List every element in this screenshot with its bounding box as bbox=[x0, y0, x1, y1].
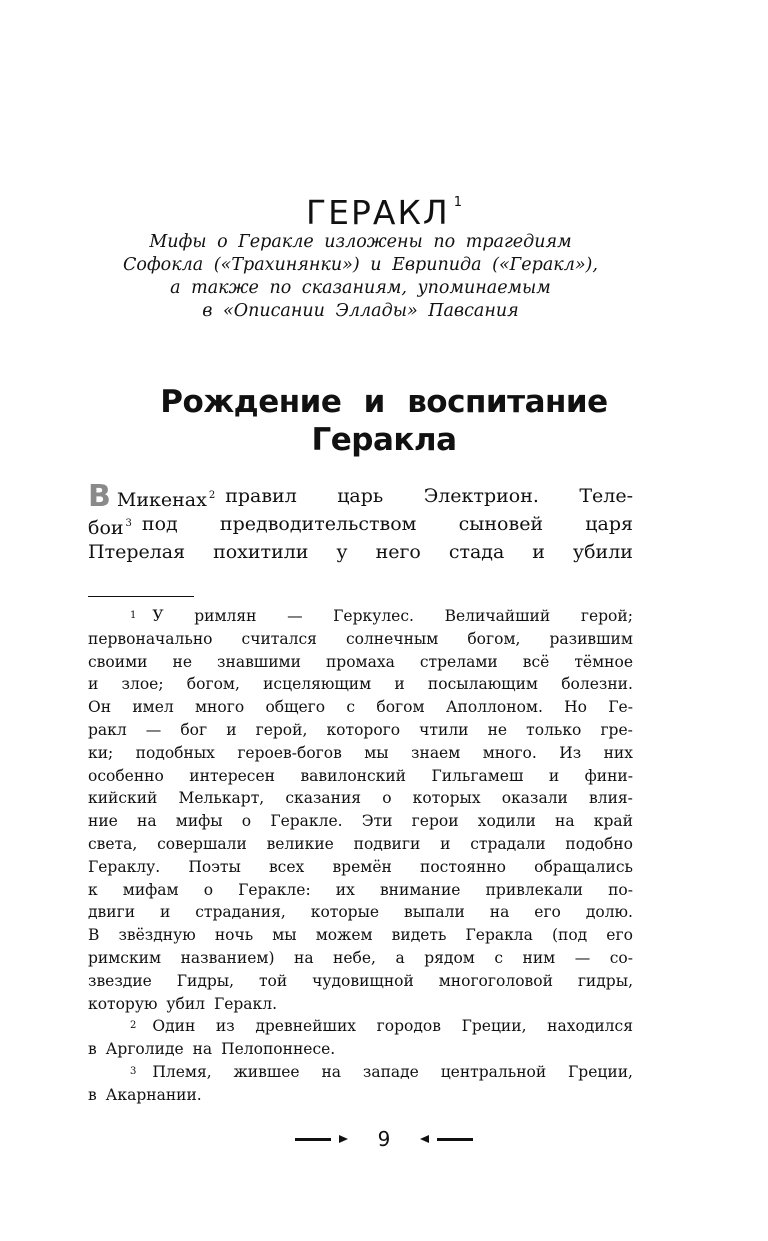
footnote-ref: 3 bbox=[125, 518, 132, 529]
footnote-2 bbox=[88, 1015, 633, 1061]
arrow-right-icon bbox=[339, 1135, 348, 1143]
intro-line: Софокла («Трахинянки») и Еврипида («Геракл»), bbox=[123, 255, 598, 275]
body-line-3 bbox=[88, 538, 633, 566]
section-title-line: Геракла bbox=[311, 422, 457, 458]
footnote-text: и злое; богом, исцеляющим и посылающим болезни. bbox=[88, 675, 633, 694]
body-text bbox=[88, 479, 633, 566]
section-title-line: Рождение и воспитание bbox=[160, 384, 608, 420]
footnote-text: Один из древнейших городов Греции, находился bbox=[152, 1017, 633, 1036]
footnote-text: к мифам о Геракле: их внимание привлекали по- bbox=[88, 880, 633, 899]
chapter-title-text: ГЕРАКЛ bbox=[306, 193, 450, 232]
intro-line: в «Описании Эллады» Павсания bbox=[202, 301, 519, 321]
footnote-mark: 3 bbox=[130, 1065, 137, 1077]
footnote-1 bbox=[88, 605, 633, 1015]
body-text-fragment: Птерелая похитили у него стада и убили bbox=[88, 541, 633, 563]
footnote-text: Племя, жившее на западе центральной Греции, bbox=[152, 1062, 633, 1081]
body-text-fragment: бои bbox=[88, 517, 124, 539]
footnote-line bbox=[88, 833, 633, 856]
footnote-line bbox=[88, 719, 633, 742]
footnote-text: света, совершали великие подвиги и страдали подобно bbox=[88, 834, 633, 853]
footnote-line bbox=[88, 810, 633, 833]
footnote-line bbox=[88, 1084, 633, 1107]
footnote-line bbox=[88, 673, 633, 696]
footnote-line bbox=[88, 651, 633, 674]
body-line-1 bbox=[88, 479, 633, 514]
footnotes bbox=[88, 605, 633, 1107]
footnote-3 bbox=[88, 1061, 633, 1107]
footnote-line bbox=[88, 993, 633, 1016]
footnote-line bbox=[88, 1061, 633, 1084]
footnote-line bbox=[88, 970, 633, 993]
footnote-line bbox=[88, 1015, 633, 1038]
drop-cap: В bbox=[88, 479, 111, 514]
footnote-line bbox=[88, 605, 633, 628]
footnote-text: ки; подобных героев-богов мы знаем много. Из них bbox=[88, 743, 633, 762]
footnote-text: кийский Мелькарт, сказания о которых оказали влия- bbox=[88, 789, 633, 808]
intro-line: а также по сказаниям, упоминаемым bbox=[170, 278, 551, 298]
footnote-line bbox=[88, 696, 633, 719]
footnote-text: ракл — бог и герой, которого чтили не только гре- bbox=[88, 720, 633, 739]
body-line-2 bbox=[88, 510, 633, 538]
footnote-line bbox=[88, 947, 633, 970]
footnote-text: У римлян — Геркулес. Величайший герой; bbox=[152, 607, 633, 625]
footnote-line bbox=[88, 924, 633, 947]
page-number: 9 bbox=[377, 1127, 391, 1151]
footnote-line bbox=[88, 1038, 633, 1061]
footnote-line bbox=[88, 879, 633, 902]
footnote-text: Он имел много общего с богом Аполлоном. Но Ге- bbox=[88, 698, 633, 717]
body-text-fragment: под предводительством сыновей царя bbox=[141, 513, 633, 535]
footnote-line bbox=[88, 628, 633, 651]
body-line-2-lead bbox=[88, 510, 132, 538]
footnote-text: первоначально считался солнечным богом, разившим bbox=[88, 629, 633, 648]
footnote-line bbox=[88, 856, 633, 879]
footnote-line bbox=[88, 742, 633, 765]
footnote-text: звездие Гидры, той чудовищной многоголовой гидры, bbox=[88, 971, 633, 990]
chapter-title-footnote-ref: 1 bbox=[453, 195, 462, 210]
ornament-bar-left bbox=[295, 1138, 331, 1141]
intro-line: Мифы о Геракле изложены по трагедиям bbox=[149, 232, 572, 252]
footnote-text: в Арголиде на Пелопоннесе. bbox=[88, 1040, 336, 1059]
footnote-text: Гераклу. Поэты всех времён постоянно обращались bbox=[88, 857, 633, 876]
footnote-mark: 2 bbox=[130, 1020, 137, 1032]
chapter-title bbox=[0, 183, 768, 233]
page-number-ornament bbox=[0, 1126, 768, 1152]
arrow-left-icon bbox=[420, 1135, 429, 1143]
footnote-text: которую убил Геракл. bbox=[88, 994, 278, 1013]
body-text-fragment: Микенах bbox=[116, 489, 207, 511]
section-title bbox=[0, 383, 768, 459]
footnote-text: своими не знавшими промаха стрелами всё тёмное bbox=[88, 652, 633, 671]
footnote-text: ние на мифы о Геракле. Эти герои ходили на край bbox=[88, 812, 633, 831]
footnote-text: В звёздную ночь мы можем видеть Геракла (под его bbox=[88, 926, 633, 945]
footnote-line bbox=[88, 787, 633, 810]
footnote-line bbox=[88, 765, 633, 788]
footnote-text: римским названием) на небе, а рядом с ним — со- bbox=[88, 948, 633, 967]
body-line-1-lead bbox=[88, 479, 216, 514]
body-text-fragment: правил царь Электрион. Теле- bbox=[225, 485, 633, 507]
chapter-intro bbox=[88, 231, 633, 323]
footnote-mark: 1 bbox=[130, 610, 137, 621]
footnote-text: в Акарнании. bbox=[88, 1085, 202, 1104]
footnote-divider bbox=[88, 596, 194, 597]
footnote-text: особенно интересен вавилонский Гильгамеш и фини- bbox=[88, 766, 633, 785]
footnote-line bbox=[88, 901, 633, 924]
ornament-bar-right bbox=[437, 1138, 473, 1141]
footnote-text: двиги и страдания, которые выпали на его долю. bbox=[88, 903, 633, 922]
footnote-ref: 2 bbox=[208, 490, 216, 501]
